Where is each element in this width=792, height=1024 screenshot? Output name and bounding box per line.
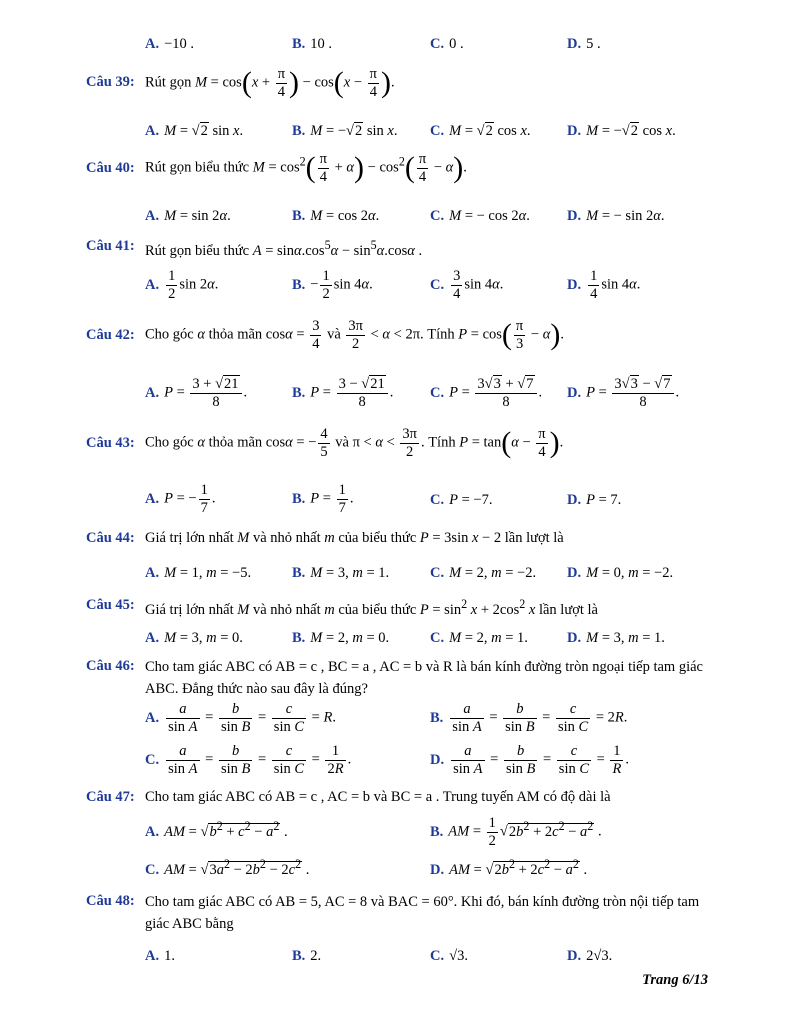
q45-option-d: D. M = 3, m = 1. <box>567 630 665 646</box>
q41-option-d: D. $\frac{1}{4}$ sin 4α. <box>567 268 641 302</box>
q46-option-b: B. $\frac{a}{\text{sin A}}$ = $\frac{b}{\text{sin B}}$ = $\frac{c}{\text{sin C}}$ = 2R. <box>430 701 628 735</box>
q42-option-b: B. P = $\frac{3 - √21}{8}$ . <box>292 376 394 410</box>
q47-option-d: D. AM = $√2b^2 + 2c^2 - a^2$ . <box>430 857 588 878</box>
question-text: Giá trị lớn nhất M và nhỏ nhất m của biểu thức P = 3sin x − 2 lần lượt là <box>145 530 564 546</box>
q44-option-b: B. M = 3, m = 1. <box>292 565 390 581</box>
q41-option-a: A. $\frac{1}{2}$ sin 2α. <box>145 268 219 302</box>
q42-option-a: A. P = $\frac{3 + √21}{8}$ . <box>145 376 248 410</box>
question-number: Câu 48: <box>86 893 135 909</box>
question-number: Câu 39: <box>86 74 135 90</box>
q45-option-b: B. M = 2, m = 0. <box>292 630 390 646</box>
question-number: Câu 41: <box>86 238 135 254</box>
question-number: Câu 43: <box>86 435 135 451</box>
q43-option-b: B. P = $\frac{1}{7}$ . <box>292 482 354 516</box>
q43-option-a: A. P = − $\frac{1}{7}$ . <box>145 482 216 516</box>
question-number: Câu 40: <box>86 160 135 176</box>
q47-option-c: C. AM = $√3a^2 - 2b^2 - 2c^2$ . <box>145 857 310 878</box>
q48-option-b: B. 2. <box>292 948 322 964</box>
q45-option-a: A. M = 3, m = 0. <box>145 630 243 646</box>
question-text: Giá trị lớn nhất M và nhỏ nhất m của biểu thức $P = \sin^2 x + 2\cos^2$ x lần lượt là <box>145 597 598 618</box>
question-number: Câu 46: <box>86 658 135 674</box>
q40-option-c: C. M = − cos 2α. <box>430 208 530 224</box>
q46-option-d: D. $\frac{a}{\text{sin A}}$ = $\frac{b}{\text{sin B}}$ = $\frac{c}{\text{sin C}}$ = $\frac{1}{R}$ . <box>430 743 629 777</box>
q44-option-a: A. M = 1, m = −5. <box>145 565 252 581</box>
question-text: Cho tam giác ABC có AB = 5, AC = 8 và BAC = 60°. Khi đó, bán kính đường tròn nội tiếp tam giác ABC bằng <box>145 894 700 932</box>
q46-option-c: C. $\frac{a}{\text{sin A}}$ = $\frac{b}{\text{sin B}}$ = $\frac{c}{\text{sin C}}$ = $\frac{1}{2R}$ . <box>145 743 352 777</box>
q40-option-d: D. M = − sin 2α. <box>567 208 665 224</box>
q39-option-a: A. M = √2 sin x. <box>145 123 244 139</box>
q40-option-b: B. M = cos 2α. <box>292 208 380 224</box>
q44-option-d: D. M = 0, m = −2. <box>567 565 674 581</box>
q43-option-c: C. P = −7. <box>430 492 493 508</box>
q43-option-d: D. P = 7. <box>567 492 622 508</box>
q40-option-a: A. M = sin 2α. <box>145 208 231 224</box>
q38-option-c: C. 0 . <box>430 36 464 52</box>
question-number: Câu 45: <box>86 597 135 613</box>
q47-option-a: A. AM = $√b^2 + c^2 - a^2$ . <box>145 819 288 840</box>
q45-option-c: C. M = 2, m = 1. <box>430 630 528 646</box>
question-text: Cho góc α thỏa mãn cosα = $\frac{3}{4}$ và $\frac{3\pi}{2}$ < α < 2π. Tính P = cos( $\frac{\pi}{3}$ − α). <box>145 318 564 352</box>
question-text: Cho góc α thỏa mãn cosα = − $\frac{4}{5}$ và π < α < $\frac{3\pi}{2}$ . Tính P = tan(α − $\frac{\pi}{4}$ ). <box>145 426 564 460</box>
q38-option-a: A. −10 . <box>145 36 195 52</box>
question-text: Cho tam giác ABC có AB = c , BC = a , AC = b và R là bán kính đường tròn ngoại tiếp tam giác ABC. Đẳng thức nào sau đây là đúng? <box>145 659 703 697</box>
q39-option-d: D. M = −√2 cos x. <box>567 123 676 139</box>
q39-option-c: C. M = √2 cos x. <box>430 123 531 139</box>
q41-option-b: B. − $\frac{1}{2}$ sin 4α. <box>292 268 373 302</box>
question-number: Câu 47: <box>86 789 135 805</box>
question-text: Rút gọn M = cos(x + $\frac{\pi}{4}$ ) − cos(x − $\frac{\pi}{4}$ ). <box>145 66 395 100</box>
q48-option-a: A. 1. <box>145 948 175 964</box>
q48-option-d: D. 2√3. <box>567 948 613 964</box>
question-number: Câu 44: <box>86 530 135 546</box>
q42-option-d: D. P = $\frac{3√3 - √7}{8}$ . <box>567 376 680 410</box>
q46-option-a: A. $\frac{a}{\text{sin A}}$ = $\frac{b}{\text{sin B}}$ = $\frac{c}{\text{sin C}}$ = R. <box>145 701 336 735</box>
question-text: Rút gọn biểu thức $A = \sin\alpha.\cos^5\alpha - \sin^5\alpha.\cos\alpha$ . <box>145 238 423 259</box>
q44-option-c: C. M = 2, m = −2. <box>430 565 537 581</box>
q42-option-c: C. P = $\frac{3√3 + √7}{8}$ . <box>430 376 543 410</box>
page-footer: Trang 6/13 <box>642 972 708 988</box>
question-text: Rút gọn biểu thức $M = \cos^2$( $\frac{\pi}{4}$ + $\alpha) - \cos^2$( $\frac{\pi}{4}$ − α). <box>145 151 467 185</box>
question-number: Câu 42: <box>86 327 135 343</box>
q38-option-d: D. 5 . <box>567 36 601 52</box>
q47-option-b: B. AM = $\frac{1}{2}$ $√2b^2 + 2c^2 - a^2$ . <box>430 815 602 849</box>
q38-option-b: B. 10 . <box>292 36 333 52</box>
q48-option-c: C. √3. <box>430 948 468 964</box>
question-text: Cho tam giác ABC có AB = c , AC = b và BC = a . Trung tuyến AM có độ dài là <box>145 789 611 805</box>
q39-option-b: B. M = −√2 sin x. <box>292 123 398 139</box>
q41-option-c: C. $\frac{3}{4}$ sin 4α. <box>430 268 504 302</box>
